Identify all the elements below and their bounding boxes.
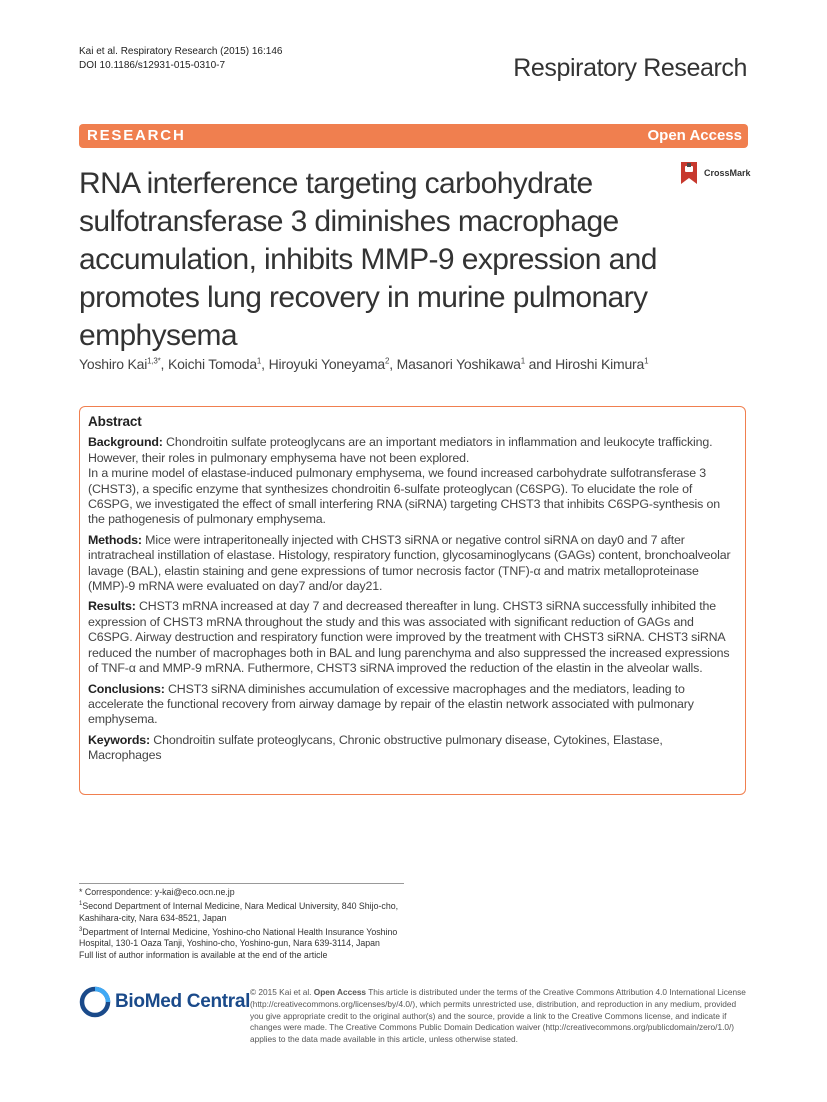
author-name[interactable]: Yoshiro Kai <box>79 356 148 372</box>
publisher-name: BioMed Central <box>115 991 251 1012</box>
author-affiliation-marker: 1,3* <box>147 356 161 366</box>
footnotes <box>79 887 409 962</box>
license-text: This article is distributed under the terms of the Creative Commons Attribution 4.0 International License (http://creativecommons.org/licenses/by/4.0/), which permits unrestricted use, distribution, and reproduction in any medium, provided you give appropriate credit to the original author(s) and the source, provide a link to the Creative Commons license, and indicate if changes were made. The Creative Commons Public Domain Dedication waiver (http://creativecommons.org/publicdomain/zero/1.0/) applies to the data made available in this article, unless otherwise stated. <box>250 987 746 1045</box>
publisher-logo[interactable] <box>79 986 250 1018</box>
conclusions-text: CHST3 siRNA diminishes accumulation of excessive macrophages and the mediators, leading to accelerate the functional recovery from airway damage by repair of the elastin network associated with pulmonary emphysema. <box>88 681 694 727</box>
crossmark-icon <box>678 160 700 186</box>
citation-line: Kai et al. Respiratory Research (2015) 16:146 <box>79 46 283 57</box>
author-name[interactable]: Hiroshi Kimura <box>555 356 645 372</box>
author-separator: and <box>524 356 556 372</box>
journal-name: Respiratory Research <box>513 54 747 82</box>
open-access-label: Open Access <box>647 127 742 144</box>
affiliation-3 <box>79 925 409 951</box>
article-type-banner <box>79 124 748 148</box>
biomed-central-logo-icon <box>79 986 111 1018</box>
author-separator: , <box>261 356 269 372</box>
background-text: Chondroitin sulfate proteoglycans are an important mediators in inflammation and leukocyte trafficking. However, their roles in pulmonary emphysema have not been explored. <box>88 435 713 465</box>
abstract-box <box>79 406 746 795</box>
affiliation-3-marker: 3 <box>79 926 83 933</box>
article-title: RNA interference targeting carbohydrate sulfotransferase 3 diminishes macrophage accumulation, inhibits MMP-9 expression and promotes lung recovery in murine pulmonary emphysema <box>79 167 657 352</box>
full-author-info-note: Full list of author information is available at the end of the article <box>79 950 328 961</box>
author-affiliation-marker: 1 <box>520 356 525 366</box>
keywords-text: Chondroitin sulfate proteoglycans, Chronic obstructive pulmonary disease, Cytokines, Elastase, Macrophages <box>88 732 663 763</box>
abstract-conclusions <box>88 682 737 728</box>
background-text-2: In a murine model of elastase-induced pulmonary emphysema, we found increased carbohydrate sulfotransferase 3 (CHST3), a specific enzyme that synthesizes chondroitin 6-sulfate proteoglycan (C6SPG). To elucidate the role of C6SPG, we investigated the effect of small interfering RNA (siRNA) targeting CHST3 that inhibits C6SPG-synthesis on the pathogenesis of pulmonary emphysema. <box>88 466 720 527</box>
results-label: Results: <box>88 599 136 614</box>
results-text: CHST3 mRNA increased at day 7 and decreased thereafter in lung. CHST3 siRNA successfully inhibited the expression of CHST3 mRNA throughout the study and this was associated with significant reduction of GAGs and C6SPG. Airway destruction and respiratory function were improved by the treatment with CHST3 siRNA. CHST3 siRNA reduced the number of macrophages both in BAL and lung parenchyma and also suppressed the increased expressions of TNF-α and MMP-9 mRNA. Futhermore, CHST3 siRNA improved the reduction of the elastin in the alveolar walls. <box>88 599 730 676</box>
doi-line: DOI 10.1186/s12931-015-0310-7 <box>79 60 226 71</box>
affiliation-1-marker: 1 <box>79 900 83 907</box>
open-access-term: Open Access <box>313 987 367 997</box>
author-name[interactable]: Koichi Tomoda <box>167 356 257 372</box>
author-list <box>79 356 648 372</box>
abstract-background <box>88 435 737 527</box>
author-affiliation-marker: 2 <box>385 356 390 366</box>
affiliation-3-text: Department of Internal Medicine, Yoshino-cho National Health Insurance Yoshino Hospital, 130-1 Oaza Tanji, Yoshino-cho, Yoshino-gun, Nara 639-3114, Japan <box>79 926 398 949</box>
methods-text: Mice were intraperitoneally injected with CHST3 siRNA or negative control siRNA on day0 and 7 after intratracheal instillation of elastase. Histology, respiratory function, glycosaminoglycans (GAGs) content, bronchoalveolar lavage (BAL), elastin staining and gene expressions of tumor necrosis factor (TNF)-α and matrix metalloproteinase (MMP)-9 mRNA were evaluated on day7 and/or day21. <box>88 532 731 594</box>
author-name[interactable]: Masanori Yoshikawa <box>396 356 521 372</box>
affiliation-1-text: Second Department of Internal Medicine, Nara Medical University, 840 Shijo-cho, Kashihara-city, Nara 634-8521, Japan <box>79 900 399 923</box>
background-label: Background: <box>88 435 163 450</box>
author-name[interactable]: Hiroyuki Yoneyama <box>268 356 386 372</box>
author-affiliation-marker: 1 <box>256 356 262 366</box>
abstract-methods <box>88 533 737 595</box>
citation-block <box>79 45 282 73</box>
methods-label: Methods: <box>88 532 142 547</box>
abstract-keywords <box>88 733 737 764</box>
author-affiliation-marker: 1 <box>644 356 649 366</box>
abstract-heading: Abstract <box>88 414 142 429</box>
copyright: © 2015 Kai et al. <box>250 987 314 997</box>
conclusions-label: Conclusions: <box>88 681 165 696</box>
footnote-divider <box>79 883 404 884</box>
author-separator: , <box>160 356 168 372</box>
abstract-results <box>88 599 737 676</box>
correspondence: * Correspondence: y-kai@eco.ocn.ne.jp <box>79 887 235 897</box>
keywords-label: Keywords: <box>88 732 150 747</box>
affiliation-1 <box>79 899 409 925</box>
license-statement <box>250 987 750 1046</box>
crossmark-label: CrossMark <box>704 168 751 178</box>
article-type-label: RESEARCH <box>87 127 186 144</box>
crossmark-badge[interactable] <box>678 160 751 186</box>
author-separator: , <box>389 356 397 372</box>
